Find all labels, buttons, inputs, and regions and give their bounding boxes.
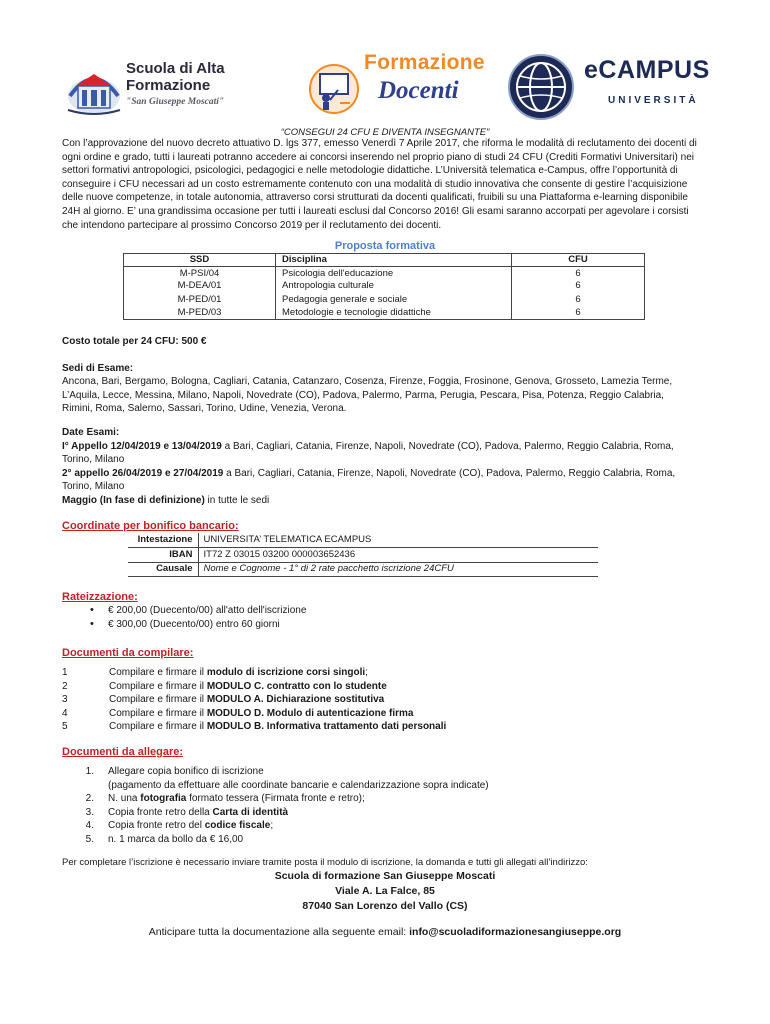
item-text (108, 792, 682, 806)
item-line2: (pagamento da effettuare alle coordinate bancarie e calendarizzazione sopra indicate) (108, 779, 489, 791)
teacher-board-icon (308, 62, 360, 116)
postal-address (0, 869, 770, 914)
allegare-title: Documenti da allegare: (62, 746, 184, 758)
intro-paragraph: Con l’approvazione del nuovo decreto attuativo D. lgs 377, emesso Venerdì 7 Aprile 2017, che riforma le modalità di reclutamento dei docenti di ogni ordine e grado, tutti i laureati potranno accedere ai concorsi inserendo nel proprio piano di studi 24 CFU (Crediti Formativi Universitari) nei settori formativi antropologici, psicologici, pedagogici e nelle metodologie didattiche. L’Università telematica e-Campus, offre l’opportunità di conseguire i CFU necessari ad un costo estremamente contenuto con una modalità di studio innovativa che consente di gestire l’acquisizione delle nuove competenze, in totale autonomia, attraverso corsi strutturati da docenti qualificati, fruibili su una Piattaforma e-learning disponibile 24H al giorno. E’ una grandissima occasione per tutti i laureati esclusi dal Concorso 2016! Gli esami saranno accorpati per agevolare i corsisti che intendono partecipare al prossimo Concorso 2019 per il reclutamento dei docenti. (62, 138, 697, 231)
table-row (124, 280, 645, 293)
logo-scuola-alta-formazione (64, 56, 254, 118)
list-item (62, 707, 682, 721)
logo-alta-line2: Formazione (126, 77, 211, 94)
contact-email[interactable]: info@scuoladiformazionesangiuseppe.org (409, 926, 622, 938)
item-text (109, 666, 368, 680)
logo-alta-line3: "San Giuseppe Moscati" (126, 97, 225, 107)
list-item (62, 720, 682, 734)
item-prefix: Compilare e firmare il (109, 707, 207, 719)
cell-disciplina: Pedagogia generale e sociale (276, 293, 512, 306)
item-number: 4 (62, 707, 68, 719)
list-item: • € 200,00 (Duecento/00) all'atto dell'iscrizione (90, 604, 306, 618)
logo-formazione-docenti (308, 51, 488, 120)
item-text (108, 765, 682, 792)
item-text (109, 707, 413, 721)
item-pre: Copia fronte retro della (108, 806, 213, 818)
appello-1 (62, 440, 702, 467)
item-text (108, 806, 682, 820)
table-row (128, 533, 598, 548)
appello-2-sedi: a Bari, Cagliari, Catania, Firenze, Napoli, Novedrate (CO), Padova, Palermo, Reggio Calabria, Roma, Torino, Milano (62, 467, 676, 493)
cell-cfu: 6 (512, 267, 645, 280)
item-number: 2. (85, 793, 94, 805)
item-document: MODULO B. Informativa trattamento dati personali (206, 721, 447, 732)
address-line1: Scuola di formazione San Giuseppe Moscati (274, 870, 496, 882)
bonifico-key: Causale (128, 562, 198, 577)
item-prefix: Compilare e firmare il (109, 667, 207, 678)
item-text (109, 680, 387, 694)
allegare-list (62, 765, 682, 847)
bonifico-key: IBAN (128, 548, 198, 563)
item-bold: fotografia (140, 793, 187, 805)
table-row (124, 267, 645, 280)
header-ssd: SSD (124, 254, 276, 267)
item-text (109, 693, 384, 707)
item-pre: Copia fronte retro del (108, 820, 205, 832)
logo-formazione-word: Formazione (364, 51, 485, 74)
globe-icon (506, 52, 576, 122)
appello-2-date: 2° appello 26/04/2019 e 27/04/2019 (62, 467, 224, 479)
slogan: “CONSEGUI 24 CFU E DIVENTA INSEGNANTE” (280, 127, 490, 138)
item-text (109, 720, 446, 734)
header-logos (60, 50, 710, 125)
item-tail: ; (365, 667, 368, 678)
list-item (62, 765, 682, 792)
address-line3: 87040 San Lorenzo del Vallo (CS) (302, 900, 468, 912)
list-item (62, 819, 682, 833)
item-bold: codice fiscale (204, 820, 271, 832)
item-number: 1 (62, 667, 68, 678)
item-pre: Allegare copia bonifico di iscrizione (108, 766, 264, 777)
cell-cfu: 6 (512, 306, 645, 319)
sedi-title: Sedi di Esame: (62, 363, 134, 374)
cell-disciplina: Metodologie e tecnologie didattiche (276, 306, 512, 319)
appello-2 (62, 467, 702, 494)
anticipare-note (0, 926, 770, 940)
list-item (62, 693, 682, 707)
item-number: 5 (62, 721, 68, 732)
item-document: MODULO A. Dichiarazione sostitutiva (206, 694, 385, 705)
list-item (62, 666, 682, 680)
table-row (124, 293, 645, 306)
list-item (62, 792, 682, 806)
table-row (128, 562, 598, 577)
cell-ssd: M-PSI/04 (124, 267, 276, 280)
item-number: 4. (85, 820, 94, 832)
final-note: Per completare l’iscrizione è necessario inviare tramite posta il modulo di iscrizione, la domanda e tutti gli allegati all’indirizzo: (62, 857, 588, 868)
logo-docenti-word: Docenti (378, 77, 459, 104)
appello-1-sedi: a Bari, Cagliari, Catania, Firenze, Napoli, Novedrate (CO), Padova, Palermo, Reggio Calabria, Roma, Torino, Milano (62, 440, 674, 466)
address-line2: Viale A. La Falce, 85 (335, 885, 435, 897)
proposta-table (123, 253, 645, 320)
list-item (62, 806, 682, 820)
table-header-row (124, 254, 645, 267)
item-post: formato tessera (Firmata fronte e retro); (186, 793, 365, 805)
item-prefix: Compilare e firmare il (109, 680, 207, 692)
list-item (62, 833, 682, 847)
appello-3-sedi: in tutte le sedi (204, 494, 270, 506)
logo-ecampus (506, 52, 710, 122)
list-item: • € 300,00 (Duecento/00) entro 60 giorni (90, 618, 306, 632)
item-pre: N. una (108, 793, 141, 805)
item-document: modulo di iscrizione corsi singoli (206, 667, 366, 678)
logo-ecampus-word: eCAMPUS (584, 56, 710, 84)
table-row (128, 548, 598, 563)
crest-icon (64, 56, 124, 118)
header-cfu: CFU (512, 254, 645, 267)
bonifico-key: Intestazione (128, 533, 198, 548)
rateizzazione-list (90, 604, 306, 631)
cell-ssd: M-PED/01 (124, 293, 276, 306)
date-title: Date Esami: (62, 427, 120, 438)
anticipare-text: Anticipare tutta la documentazione alla seguente email: (148, 926, 410, 938)
proposta-title: Proposta formativa (334, 240, 436, 252)
logo-alta-line1: Scuola di Alta (126, 60, 225, 77)
item-bold: Carta di identità (212, 806, 289, 818)
list-item (62, 680, 682, 694)
appello-1-date: I° Appello 12/04/2019 e 13/04/2019 (62, 440, 222, 452)
bonifico-value: IT72 Z 03015 03200 000003652436 (198, 548, 598, 563)
date-esami (62, 426, 702, 508)
sedi-list: Ancona, Bari, Bergamo, Bologna, Cagliari, Catania, Catanzaro, Cosenza, Firenze, Foggia, Frosinone, Genova, Grosseto, Lamezia Terme, L’Aquila, Lecce, Messina, Milano, Napoli, Novedrate (CO), Padova, Palermo, Parma, Perugia, Pescara, Pisa, Potenza, Reggio Calabria, Rimini, Roma, Salerno, Sassari, Torino, Udine, Venezia, Verona. (62, 376, 673, 415)
item-text (108, 819, 682, 833)
costo-totale: Costo totale per 24 CFU: 500 € (62, 336, 207, 347)
item-post: ; (270, 820, 274, 832)
compilare-title: Documenti da compilare: (62, 647, 194, 659)
cell-cfu: 6 (512, 280, 645, 293)
item-document: MODULO D. Modulo di autenticazione firma (206, 707, 414, 719)
bonifico-value: Nome e Cognome - 1° di 2 rate pacchetto iscrizione 24CFU (198, 562, 598, 577)
rateizzazione-title: Rateizzazione: (62, 591, 138, 603)
item-prefix: Compilare e firmare il (109, 721, 207, 732)
cell-cfu: 6 (512, 293, 645, 306)
cell-disciplina: Antropologia culturale (276, 280, 512, 293)
cell-ssd: M-DEA/01 (124, 280, 276, 293)
cell-disciplina: Psicologia dell'educazione (276, 267, 512, 280)
item-number: 5. (85, 833, 94, 845)
compilare-list (62, 666, 682, 734)
item-number: 3. (85, 806, 94, 818)
appello-3 (62, 494, 702, 508)
bonifico-title: Coordinate per bonifico bancario: (62, 520, 239, 532)
item-number: 2 (62, 680, 68, 692)
logo-ecampus-sub: UNIVERSITÀ (608, 95, 699, 106)
appello-3-date: Maggio (In fase di definizione) (62, 494, 205, 506)
item-document: MODULO C. contratto con lo studente (206, 680, 387, 692)
bonifico-table (128, 533, 598, 577)
table-row (124, 306, 645, 319)
cell-ssd: M-PED/03 (124, 306, 276, 319)
bonifico-value: UNIVERSITA’ TELEMATICA ECAMPUS (198, 533, 598, 548)
item-text: n. 1 marca da bollo da € 16,00 (108, 833, 244, 845)
item-prefix: Compilare e firmare il (109, 694, 207, 705)
header-disciplina: Disciplina (276, 254, 512, 267)
item-number: 3 (62, 694, 68, 705)
item-number: 1. (85, 766, 94, 777)
